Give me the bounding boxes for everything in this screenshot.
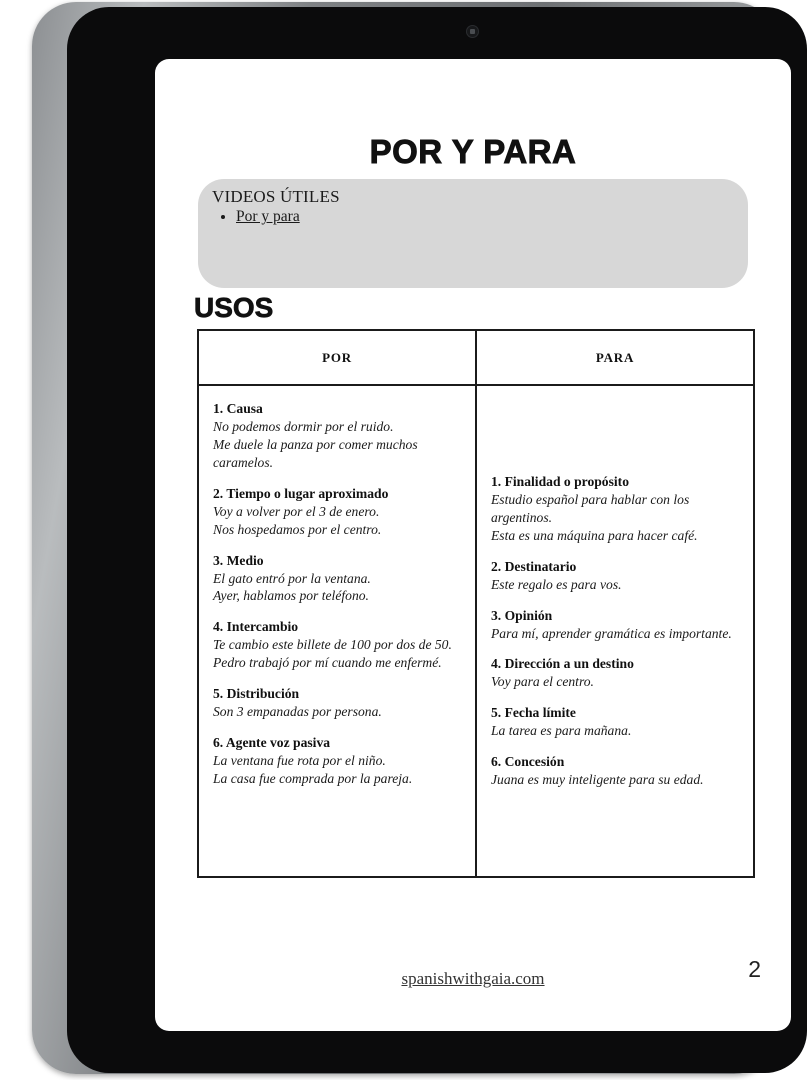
use-group — [213, 485, 459, 539]
use-group — [213, 552, 459, 606]
use-group — [213, 400, 459, 472]
use-title: 6. Concesión — [491, 754, 565, 770]
use-example: Te cambio este billete de 100 por dos de 50. — [213, 637, 452, 653]
use-group — [213, 618, 459, 672]
document-page — [155, 59, 791, 1031]
footer-website-link[interactable]: spanishwithgaia.com — [401, 969, 545, 988]
use-title: 1. Finalidad o propósito — [491, 473, 629, 489]
page-title: POR Y PARA — [369, 133, 577, 170]
column-header-para: PARA — [476, 330, 754, 385]
use-example: Ayer, hablamos por teléfono. — [213, 588, 369, 604]
use-example: Este regalo es para vos. — [491, 576, 622, 592]
front-camera-icon — [466, 25, 479, 38]
use-example: Juana es muy inteligente para su edad. — [491, 772, 704, 788]
videos-utiles-box — [198, 179, 748, 288]
use-title: 5. Distribución — [213, 686, 300, 702]
use-example: El gato entró por la ventana. — [213, 570, 371, 586]
use-example: Voy a volver por el 3 de enero. — [213, 503, 380, 519]
use-example: Voy para el centro. — [491, 674, 594, 690]
use-group — [491, 607, 737, 643]
cell-por — [198, 385, 476, 877]
tablet-screen — [155, 59, 791, 1031]
use-title: 3. Opinión — [491, 607, 553, 623]
use-group — [213, 734, 459, 788]
use-group — [491, 753, 737, 789]
para-uses-list — [477, 386, 753, 876]
use-title: 4. Intercambio — [213, 619, 299, 635]
tablet-bezel — [67, 7, 807, 1073]
table-header-row — [198, 330, 754, 385]
use-example: Estudio español para hablar con los argentinos. — [491, 491, 690, 525]
use-title: 2. Tiempo o lugar aproximado — [213, 485, 389, 501]
use-example: Nos hospedamos por el centro. — [213, 521, 382, 537]
use-title: 4. Dirección a un destino — [491, 656, 634, 672]
usos-heading: USOS — [194, 292, 274, 323]
use-title: 6. Agente voz pasiva — [213, 735, 331, 751]
use-example: Me duele la panza por comer muchos caramelos. — [213, 436, 418, 470]
videos-utiles-heading: VIDEOS ÚTILES — [212, 187, 340, 206]
use-example: No podemos dormir por el ruido. — [213, 418, 394, 434]
use-example: La ventana fue rota por el niño. — [213, 753, 386, 768]
use-title: 2. Destinatario — [491, 558, 577, 574]
usos-table — [197, 329, 755, 878]
use-group — [491, 655, 737, 691]
list-item — [236, 207, 748, 228]
video-link-por-y-para[interactable]: Por y para — [236, 208, 300, 226]
use-group — [213, 685, 459, 721]
use-group — [491, 473, 737, 545]
use-group — [491, 558, 737, 594]
use-group — [491, 704, 737, 740]
tablet-device-frame — [32, 2, 778, 1074]
use-example: La casa fue comprada por la pareja. — [213, 770, 413, 786]
use-example: Para mí, aprender gramática es importante. — [491, 625, 732, 641]
cell-para — [476, 385, 754, 877]
por-uses-list — [199, 386, 475, 876]
page-number: 2 — [748, 956, 761, 982]
use-example: Son 3 empanadas por persona. — [213, 704, 382, 720]
use-title: 3. Medio — [213, 552, 264, 568]
use-example: La tarea es para mañana. — [491, 723, 632, 739]
table-row — [198, 385, 754, 877]
use-example: Esta es una máquina para hacer café. — [491, 527, 698, 543]
use-title: 5. Fecha límite — [491, 705, 576, 721]
use-title: 1. Causa — [213, 401, 263, 416]
videos-link-list — [212, 207, 748, 228]
column-header-por: POR — [198, 330, 476, 385]
use-example: Pedro trabajó por mí cuando me enfermé. — [213, 655, 442, 671]
